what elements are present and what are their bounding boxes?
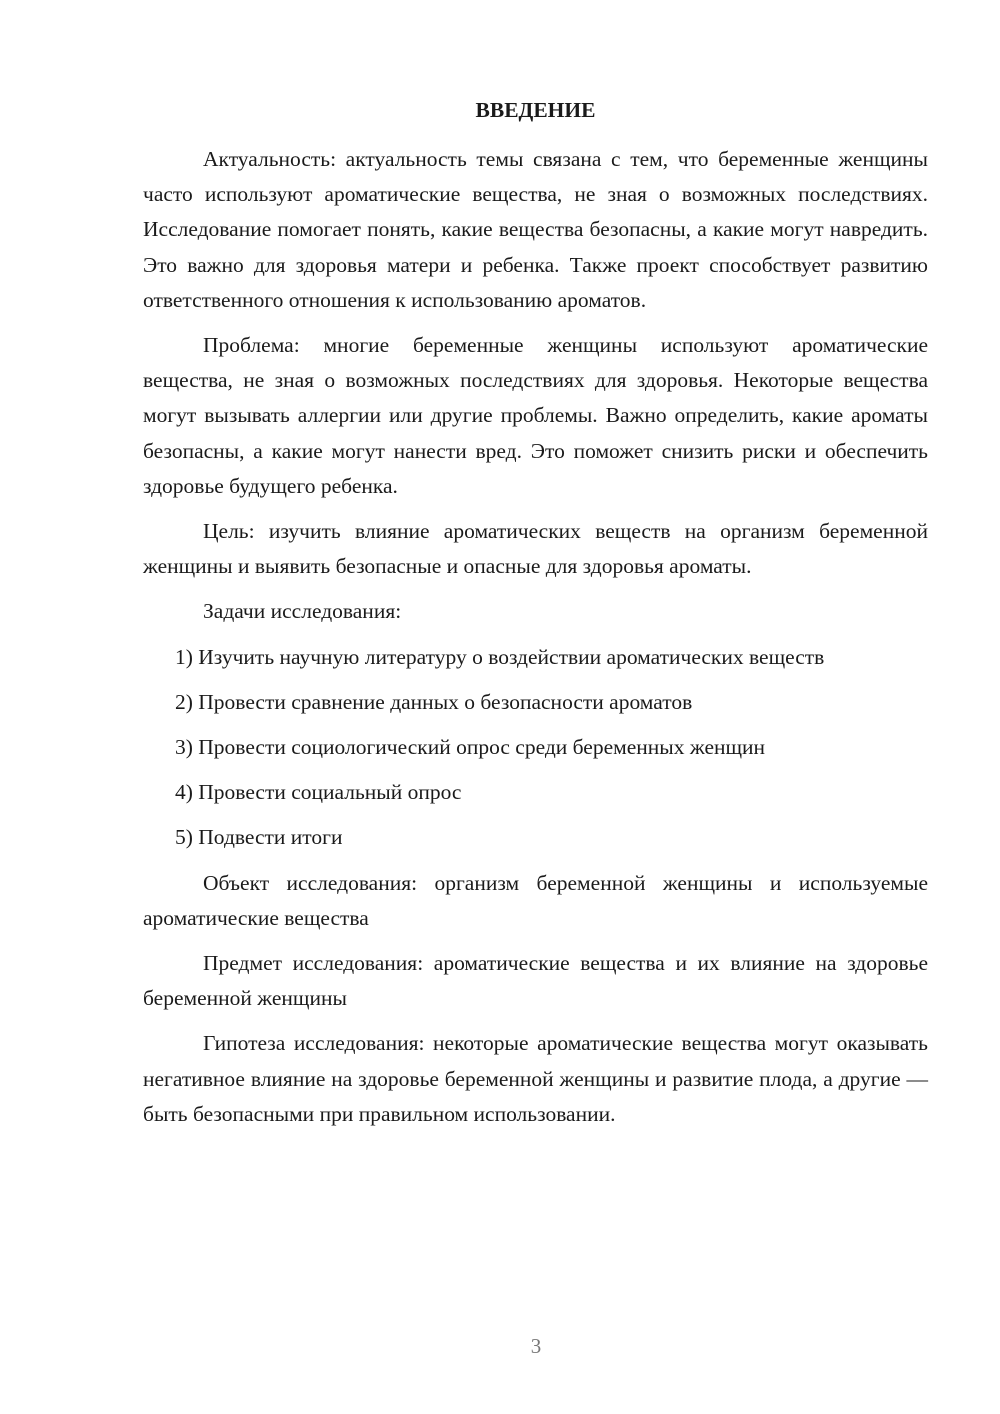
section-title: ВВЕДЕНИЕ — [475, 98, 596, 122]
subject-paragraph: Предмет исследования: ароматические вещества и их влияние на здоровье беременной женщины — [143, 951, 928, 1011]
problem-paragraph: Проблема: многие беременные женщины используют ароматические вещества, не зная о возможных последствиях для здоровья. Некоторые вещества могут вызывать аллергии или другие проблемы. Важно определить, какие ароматы безопасны, а какие могут нанести вред. Это поможет снизить риски и обеспечить здоровье будущего ребенка. — [143, 333, 928, 498]
page-number: 3 — [530, 1334, 542, 1358]
task-item: 1) Изучить научную литературу о воздействии ароматических веществ — [175, 644, 825, 669]
task-item: 3) Провести социологический опрос среди беременных женщин — [175, 735, 766, 760]
goal-paragraph: Цель: изучить влияние ароматических веществ на организм беременной женщины и выявить безопасные и опасные для здоровья ароматы. — [143, 519, 928, 579]
task-item: 5) Подвести итоги — [175, 825, 343, 850]
document-page — [143, 95, 928, 1142]
task-item: 4) Провести социальный опрос — [175, 780, 462, 805]
tasks-heading: Задачи исследования: — [203, 599, 402, 624]
task-item: 2) Провести сравнение данных о безопасности ароматов — [175, 689, 693, 714]
relevance-paragraph: Актуальность: актуальность темы связана с тем, что беременные женщины часто используют ароматические вещества, не зная о возможных последствиях. Исследование помогает понять, какие вещества безопасны, а какие могут навредить. Это важно для здоровья матери и ребенка. Также проект способствует развитию ответственного отношения к использованию ароматов. — [143, 147, 928, 312]
tasks-list — [143, 640, 928, 856]
hypothesis-paragraph: Гипотеза исследования: некоторые ароматические вещества могут оказывать негативное влияние на здоровье беременной женщины и развитие плода, а другие — быть безопасными при правильном использовании. — [143, 1031, 928, 1126]
object-paragraph: Объект исследования: организм беременной женщины и используемые ароматические вещества — [143, 870, 928, 930]
